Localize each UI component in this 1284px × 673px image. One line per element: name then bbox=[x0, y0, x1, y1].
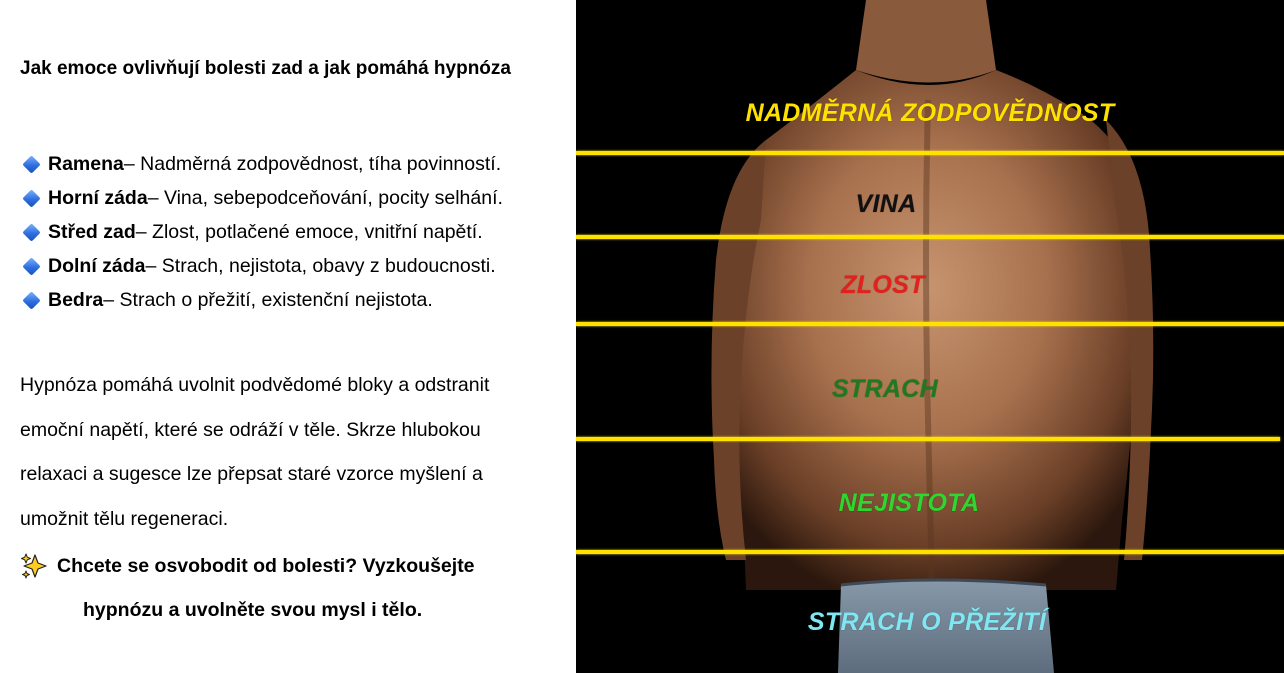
hypnosis-paragraph bbox=[20, 363, 565, 541]
page-title: Jak emoce ovlivňují bolesti zad a jak pomáhá hypnóza bbox=[20, 58, 511, 79]
body-part-name: Střed zad bbox=[48, 220, 136, 243]
separator-line bbox=[576, 550, 1284, 554]
body-part-name: Bedra bbox=[48, 288, 104, 311]
list-item bbox=[22, 283, 503, 317]
blue-diamond-icon bbox=[22, 155, 40, 173]
body-part-name: Horní záda bbox=[48, 186, 148, 209]
label-fear: STRACH bbox=[832, 375, 938, 403]
emotion-text: – Vina, sebepodceňování, pocity selhání. bbox=[147, 186, 503, 209]
label-anger: ZLOST bbox=[841, 271, 925, 299]
cta-text-line1: Chcete se osvobodit od bolesti? Vyzkoušejte bbox=[57, 554, 475, 577]
blue-diamond-icon bbox=[22, 257, 40, 275]
paragraph-line: Hypnóza pomáhá uvolnit podvědomé bloky a odstranit bbox=[20, 374, 490, 396]
paragraph-line: relaxaci a sugesce lze přepsat staré vzorce myšlení a bbox=[20, 463, 483, 485]
label-excess-responsibility: NADMĚRNÁ ZODPOVĚDNOST bbox=[745, 99, 1115, 127]
text-panel bbox=[0, 0, 576, 673]
back-photo-panel bbox=[576, 0, 1284, 673]
label-uncertainty: NEJISTOTA bbox=[838, 489, 980, 517]
emotion-text: – Zlost, potlačené emoce, vnitřní napětí. bbox=[135, 220, 483, 243]
separator-line bbox=[576, 235, 1284, 239]
paragraph-line: umožnit tělu regeneraci. bbox=[20, 507, 229, 530]
call-to-action bbox=[20, 548, 475, 628]
cta-text-line2: hypnózu a uvolněte svou mysl i tělo. bbox=[83, 599, 423, 621]
list-item bbox=[22, 215, 503, 249]
emotion-text: – Strach o přežití, existenční nejistota. bbox=[103, 288, 433, 311]
label-guilt: VINA bbox=[855, 190, 917, 218]
blue-diamond-icon bbox=[22, 291, 40, 309]
emotion-text: – Strach, nejistota, obavy z budoucnosti. bbox=[145, 254, 496, 277]
separator-line bbox=[576, 322, 1284, 326]
paragraph-line: emoční napětí, které se odráží v těle. Skrze hlubokou bbox=[20, 418, 481, 441]
body-part-name: Dolní záda bbox=[48, 254, 146, 277]
list-item bbox=[22, 181, 503, 215]
list-item bbox=[22, 147, 503, 181]
label-survival-fear: STRACH O PŘEŽITÍ bbox=[807, 608, 1047, 636]
separator-line bbox=[576, 151, 1284, 155]
list-item bbox=[22, 249, 503, 283]
sparkles-icon bbox=[20, 552, 48, 580]
blue-diamond-icon bbox=[22, 223, 40, 241]
separator-line bbox=[576, 437, 1280, 441]
blue-diamond-icon bbox=[22, 189, 40, 207]
emotion-list bbox=[22, 147, 503, 317]
body-part-name: Ramena bbox=[48, 152, 124, 175]
emotion-text: – Nadměrná zodpovědnost, tíha povinností. bbox=[123, 152, 502, 175]
